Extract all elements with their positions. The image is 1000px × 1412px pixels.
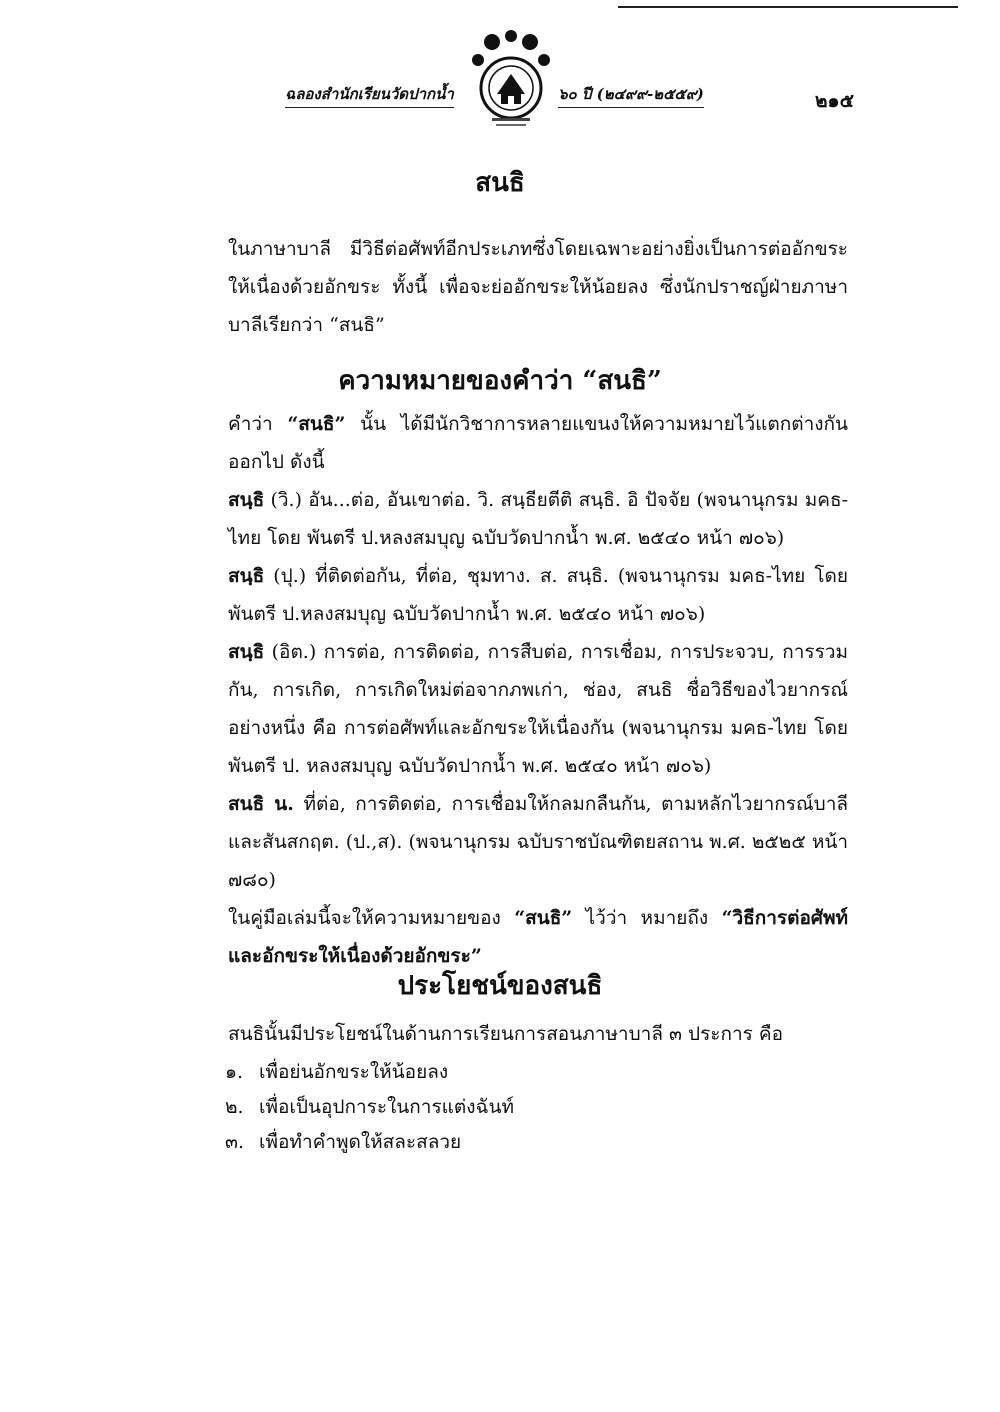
header-left-text: ฉลองสำนักเรียนวัดปากน้ำ xyxy=(285,82,454,108)
definition-term: สนฺธิ xyxy=(228,489,265,511)
section-heading-benefits: ประโยชน์ของสนธิ xyxy=(397,971,603,1001)
list-item-number: ๑. xyxy=(225,1061,244,1083)
list-item-text: เพื่อย่นอักขระให้น้อยลง xyxy=(259,1061,449,1083)
meaning-lead-term: “สนธิ” xyxy=(287,413,346,435)
summary-a: ในคู่มือเล่มนี้จะให้ความหมายของ xyxy=(228,907,501,929)
definition-text: (วิ.) อัน...ต่อ, อันเขาต่อ. วิ. สนฺธียตีติ สนฺธิ. อิ ปัจจัย (พจนานุกรม มคธ-ไทย โดย พันตรี ป.หลงสมบุญ ฉบับวัดปากน้ำ พ.ศ. ๒๕๔๐ หน้า ๗๐๖) xyxy=(228,489,848,549)
definition-term: สนฺธิ xyxy=(228,565,265,587)
definition-term: สนธิ น. xyxy=(228,793,294,815)
meaning-summary xyxy=(168,899,848,975)
definition-text: ที่ต่อ, การติดต่อ, การเชื่อมให้กลมกลืนกัน, ตามหลักไวยากรณ์บาลีและสันสกฤต. (ป.,ส). (พจนานุกรม ฉบับราชบัณฑิตยสถาน พ.ศ. ๒๕๒๕ หน้า ๗๘๐) xyxy=(228,793,849,891)
definition-item xyxy=(168,557,848,633)
definition-text: (ปุ.) ที่ติดต่อกัน, ที่ต่อ, ชุมทาง. ส. สนฺธิ. (พจนานุกรม มคธ-ไทย โดย พันตรี ป.หลงสมบุญ ฉบับวัดปากน้ำ พ.ศ. ๒๕๔๐ หน้า ๗๐๖) xyxy=(228,565,848,625)
intro-text: ในภาษาบาลี มีวิธีต่อศัพท์อีกประเภทซึ่งโดยเฉพาะอย่างยิ่งเป็นการต่ออักขระให้เนื่องด้วยอักขระ ทั้งนี้ เพื่อจะย่ออักขระให้น้อยลง ซึ่งนักปราชญ์ฝ่ายภาษาบาลีเรียกว่า “สนธิ” xyxy=(228,238,848,336)
intro-paragraph xyxy=(168,230,848,344)
page-header xyxy=(0,30,1000,130)
page-title: สนธิ xyxy=(475,168,525,198)
section-heading-meaning: ความหมายของคำว่า “สนธิ” xyxy=(338,366,662,396)
page-number: ๒๑๕ xyxy=(815,90,854,112)
definition-text: (อิต.) การต่อ, การติดต่อ, การสืบต่อ, การเชื่อม, การประจวบ, การรวมกัน, การเกิด, การเกิดใหม่ต่อจากภพเก่า, ช่อง, สนธิ ชื่อวิธีของไวยากรณ์อย่างหนึ่ง คือ การต่อศัพท์และอักขระให้เนื่องกัน (พจนานุกรม มคธ-ไทย โดย พันตรี ป. หลงสมบุญ ฉบับวัดปากน้ำ พ.ศ. ๒๕๔๐ หน้า ๗๐๖) xyxy=(228,641,848,777)
definition-term: สนฺธิ xyxy=(228,641,265,663)
list-item-number: ๒. xyxy=(225,1096,244,1118)
summary-b: ไว้ว่า หมายถึง xyxy=(585,907,709,929)
summary-term: “สนธิ” xyxy=(514,907,573,929)
header-right-text: ๖๐ ปี (๒๔๙๙-๒๕๕๙) xyxy=(558,82,704,108)
benefits-lead xyxy=(168,1015,848,1053)
meaning-body xyxy=(168,405,848,975)
list-item xyxy=(225,1057,448,1087)
meaning-lead-a: คำว่า xyxy=(228,413,273,435)
list-item xyxy=(225,1092,514,1122)
list-item-text: เพื่อเป็นอุปการะในการแต่งฉันท์ xyxy=(259,1096,514,1118)
summary-c: “วิธีการต่อศัพท์และอักขระให้เนื่องด้วยอักขระ” xyxy=(228,907,848,967)
definition-item xyxy=(168,785,848,899)
meaning-lead-b: นั้น ได้มีนักวิชาการหลายแขนงให้ความหมายไว้แตกต่างกันออกไป ดังนี้ xyxy=(228,413,849,473)
top-rule xyxy=(618,6,958,8)
list-item-number: ๓. xyxy=(225,1131,245,1153)
benefits-lead-text: สนธินั้นมีประโยชน์ในด้านการเรียนการสอนภาษาบาลี ๓ ประการ คือ xyxy=(228,1023,784,1045)
list-item xyxy=(225,1127,461,1157)
list-item-text: เพื่อทำคำพูดให้สละสลวย xyxy=(259,1131,462,1153)
definition-item xyxy=(168,633,848,785)
school-emblem-icon xyxy=(470,30,552,130)
definition-item xyxy=(168,481,848,557)
meaning-lead xyxy=(168,405,848,481)
